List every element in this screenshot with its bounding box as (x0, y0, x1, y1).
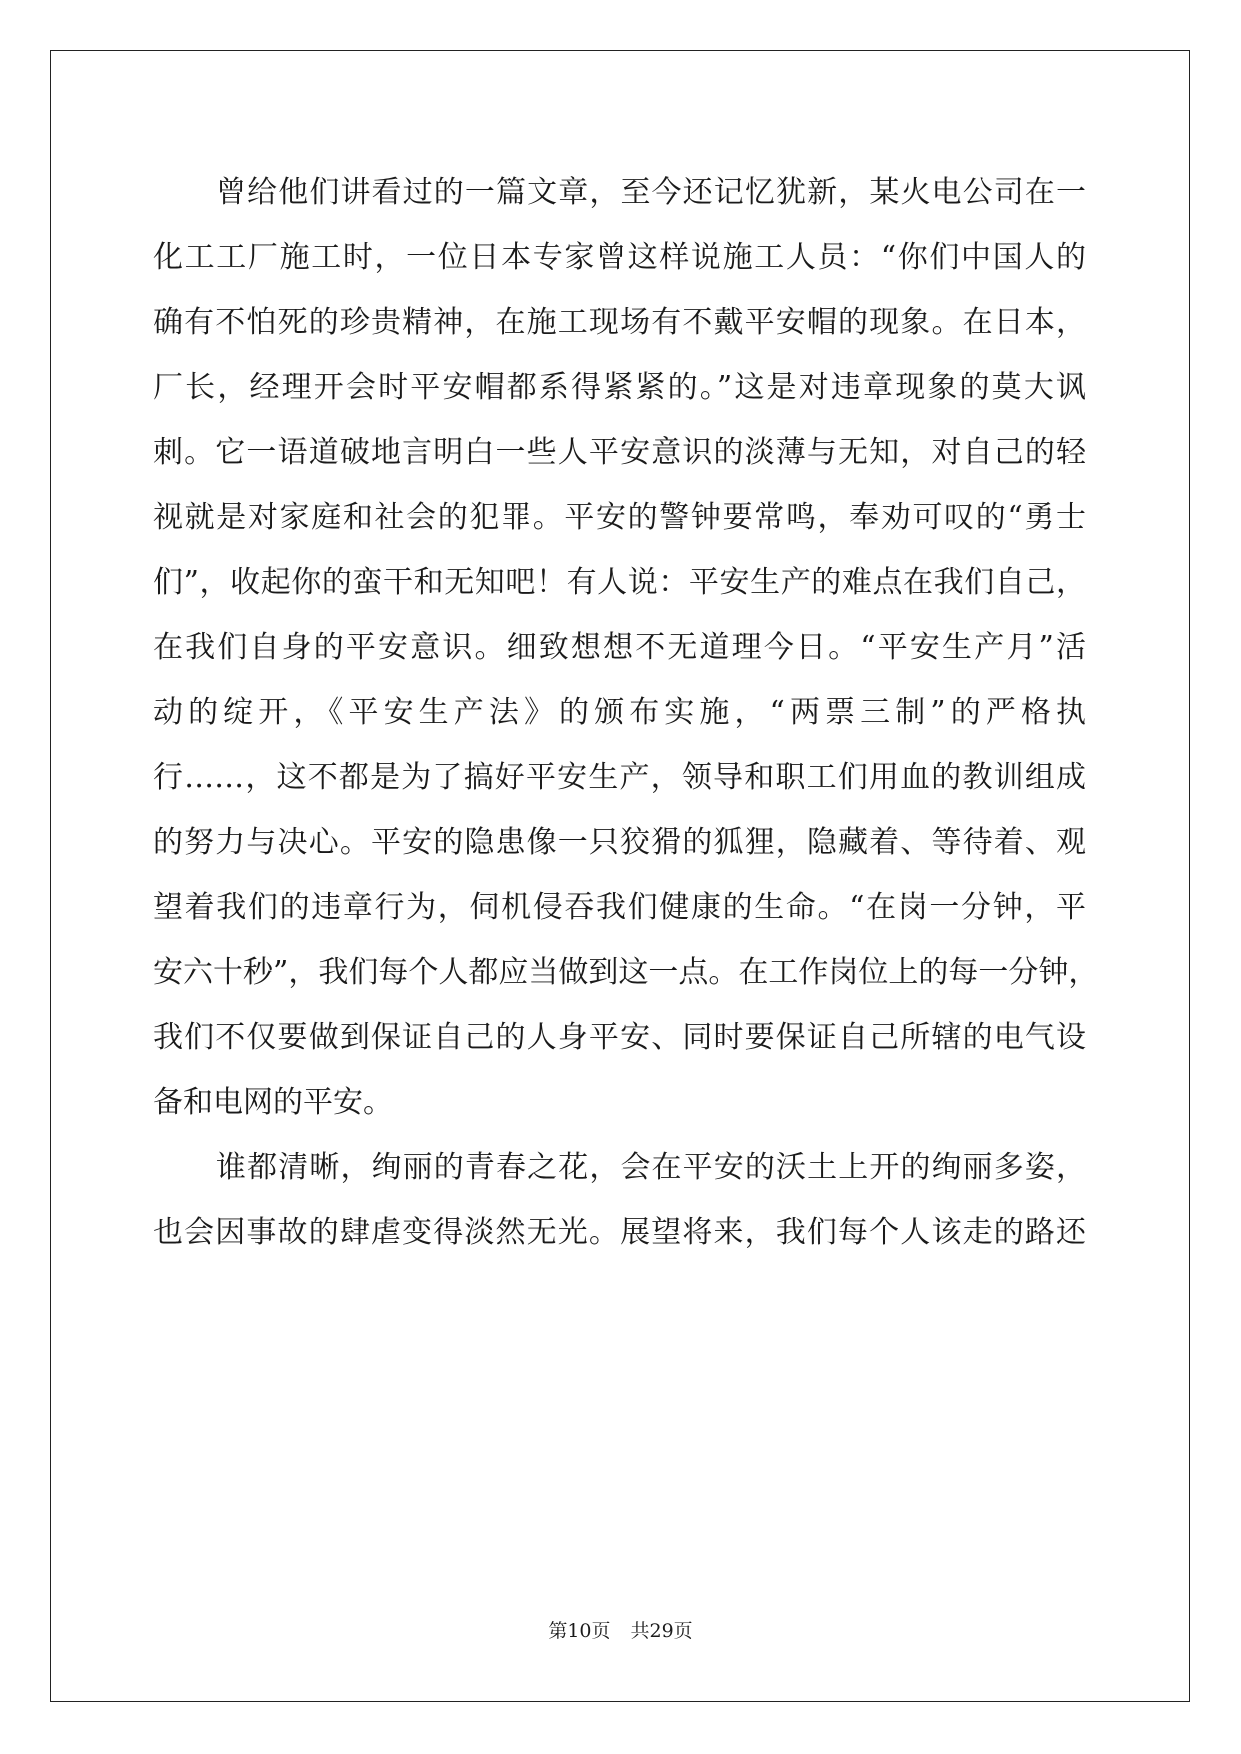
total-pages: 共29页 (630, 1620, 693, 1642)
document-body (153, 160, 1099, 1265)
text-line: 们”，收起你的蛮干和无知吧！有人说：平安生产的难点在我们自己， (153, 565, 1086, 600)
text-line: 化工工厂施工时，一位日本专家曾这样说施工人员：“你们中国人的 (153, 240, 1086, 275)
text-line: 也会因事故的肆虐变得淡然无光。展望将来，我们每个人该走的路还 (153, 1215, 1086, 1250)
text-line: 安六十秒”，我们每个人都应当做到这一点。在工作岗位上的每一分钟， (153, 955, 1099, 990)
text-line: 谁都清晰，绚丽的青春之花，会在平安的沃土上开的绚丽多姿， (216, 1150, 1086, 1185)
paragraph-2 (153, 1135, 1086, 1265)
text-line: 视就是对家庭和社会的犯罪。平安的警钟要常鸣，奉劝可叹的“勇士 (153, 500, 1086, 535)
page-footer (0, 1618, 1241, 1644)
text-line: 曾给他们讲看过的一篇文章，至今还记忆犹新，某火电公司在一 (216, 175, 1086, 210)
text-line: 动的绽开，《平安生产法》的颁布实施，“两票三制”的严格执 (153, 695, 1086, 730)
text-line: 行……，这不都是为了搞好平安生产，领导和职工们用血的教训组成 (153, 760, 1086, 795)
page-number: 第10页 (548, 1620, 611, 1642)
text-line: 刺。它一语道破地言明白一些人平安意识的淡薄与无知，对自己的轻 (153, 435, 1086, 470)
text-line: 望着我们的违章行为，伺机侵吞我们健康的生命。“在岗一分钟，平 (153, 890, 1086, 925)
text-line: 备和电网的平安。 (153, 1085, 393, 1120)
text-line: 在我们自身的平安意识。细致想想不无道理今日。“平安生产月”活 (153, 630, 1086, 665)
text-line: 我们不仅要做到保证自己的人身平安、同时要保证自己所辖的电气设 (153, 1020, 1086, 1055)
text-line: 确有不怕死的珍贵精神，在施工现场有不戴平安帽的现象。在日本， (153, 305, 1086, 340)
text-line: 厂长，经理开会时平安帽都系得紧紧的。”这是对违章现象的莫大讽 (153, 370, 1086, 405)
paragraph-1 (153, 160, 1099, 1135)
text-line: 的努力与决心。平安的隐患像一只狡猾的狐狸，隐藏着、等待着、观 (153, 825, 1086, 860)
